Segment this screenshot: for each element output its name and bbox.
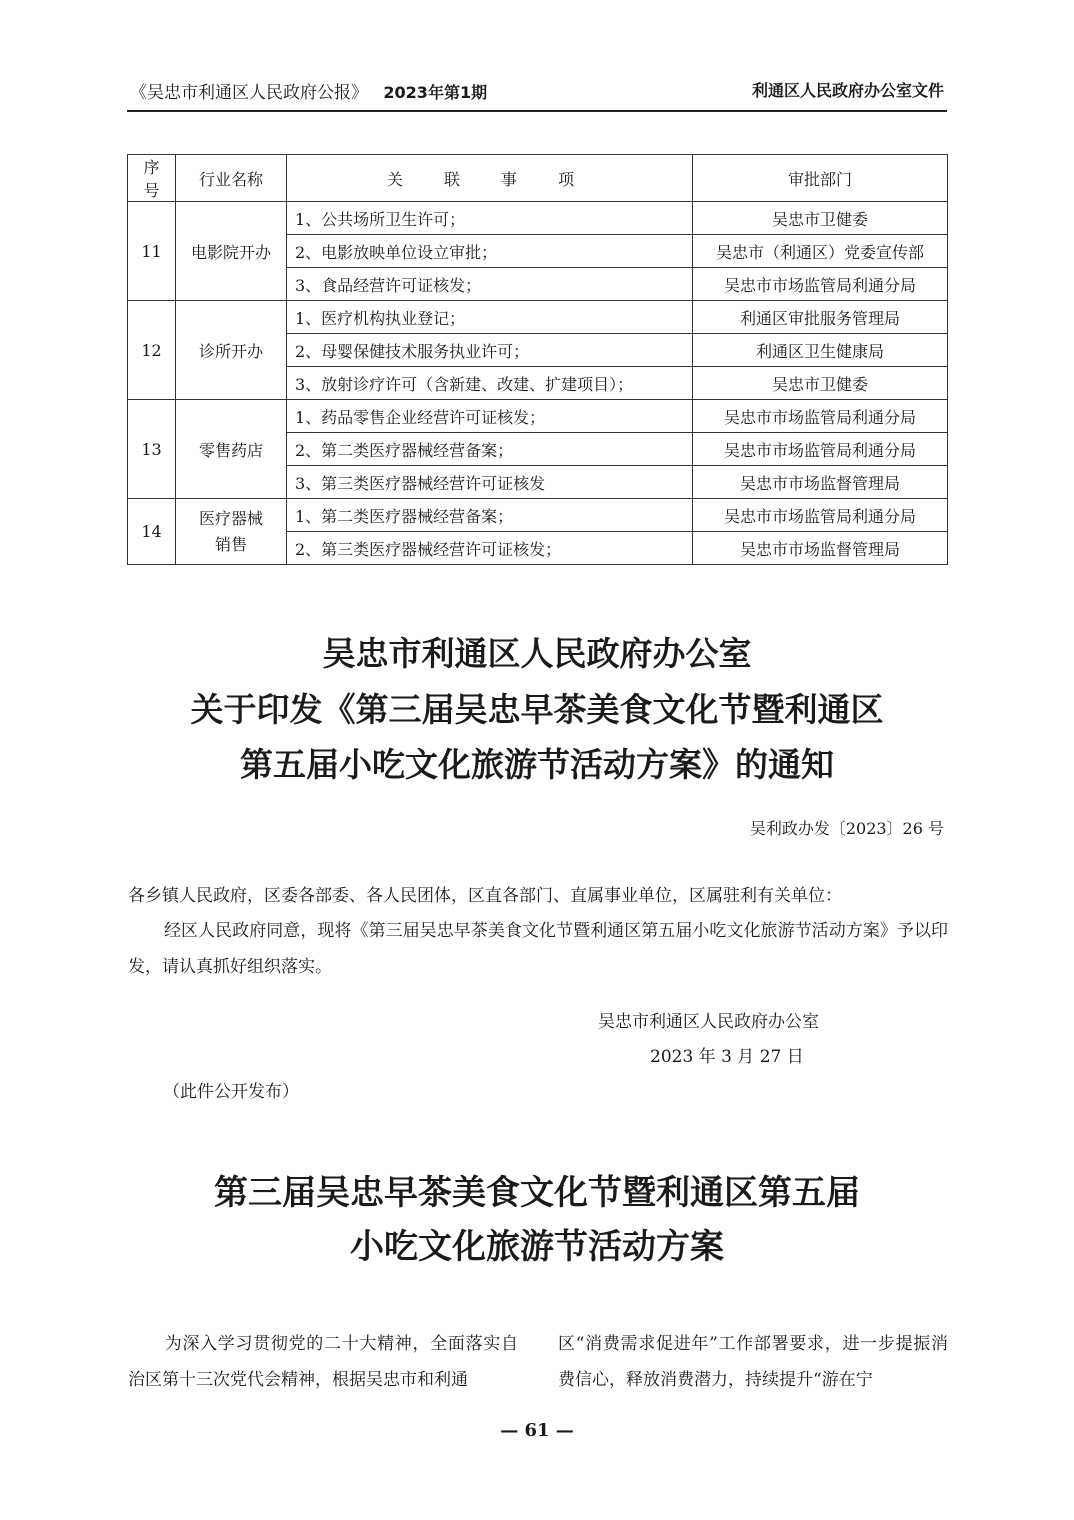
industry-name: 诊所开办 (176, 301, 287, 400)
plan-title-line2: 小吃文化旅游节活动方案 (350, 1227, 724, 1267)
item-cell: 3、放射诊疗许可（含新建、改建、扩建项目）； (287, 367, 693, 400)
section-label: 利通区人民政府办公室文件 (751, 81, 944, 100)
dept-cell: 吴忠市市场监管局利通分局 (693, 433, 948, 466)
journal-header (130, 78, 487, 103)
dept-cell: 吴忠市（利通区）党委宣传部 (693, 235, 948, 268)
item-cell: 1、公共场所卫生许可； (287, 202, 693, 235)
table-header-row (128, 155, 948, 202)
col-header-industry: 行业名称 (176, 155, 287, 202)
approval-table (127, 154, 948, 565)
dept-cell: 利通区卫生健康局 (693, 334, 948, 367)
item-cell: 1、第二类医疗器械经营备案； (287, 499, 693, 532)
industry-name: 零售药店 (176, 400, 287, 499)
item-cell: 1、医疗机构执业登记； (287, 301, 693, 334)
row-number: 14 (128, 499, 176, 565)
dept-cell: 利通区审批服务管理局 (693, 301, 948, 334)
header-divider (127, 110, 947, 112)
dept-cell: 吴忠市卫健委 (693, 202, 948, 235)
col-header-dept: 审批部门 (693, 155, 948, 202)
plan-column-right: 区“消费需求促进年”工作部署要求，进一步提振消费信心，释放消费潜力，持续提升“游在宁 (558, 1334, 948, 1390)
table-row (128, 301, 948, 334)
plan-column-left (128, 1326, 518, 1398)
industry-name: 电影院开办 (176, 202, 287, 301)
item-cell: 3、食品经营许可证核发； (287, 268, 693, 301)
dept-cell: 吴忠市市场监管局利通分局 (693, 400, 948, 433)
issue-label: 2023年第1期 (383, 83, 488, 102)
signature-date: 2023 年 3 月 27 日 (650, 1047, 804, 1067)
document-number: 吴利政办发〔2023〕26 号 (749, 819, 944, 838)
dept-cell: 吴忠市市场监管局利通分局 (693, 499, 948, 532)
notice-title-line3: 第五届小吃文化旅游节活动方案》的通知 (240, 745, 834, 784)
item-cell: 2、母婴保健技术服务执业许可； (287, 334, 693, 367)
table-row (128, 499, 948, 532)
notice-title-line1: 吴忠市利通区人民政府办公室 (322, 634, 752, 673)
col-header-items: 关 联 事 项 (287, 155, 693, 202)
item-cell: 1、药品零售企业经营许可证核发； (287, 400, 693, 433)
col-header-no: 序号 (128, 155, 176, 202)
industry-name-line1: 医疗器械 (198, 508, 263, 528)
industry-name (176, 499, 287, 565)
addressee: 各乡镇人民政府，区委各部委、各人民团体，区直各部门、直属事业单位，区属驻利有关单位： (128, 886, 842, 906)
dept-cell: 吴忠市市场监督管理局 (693, 532, 948, 565)
row-number: 12 (128, 301, 176, 400)
plan-text-left: 为深入学习贯彻党的二十大精神，全面落实自治区第十三次党代会精神，根据吴忠市和利通 (128, 1334, 518, 1390)
item-cell: 2、电影放映单位设立审批； (287, 235, 693, 268)
table-row (128, 202, 948, 235)
row-number: 13 (128, 400, 176, 499)
item-cell: 2、第三类医疗器械经营许可证核发； (287, 532, 693, 565)
row-number: 11 (128, 202, 176, 301)
publication-note: （此件公开发布） (163, 1082, 299, 1102)
item-cell: 2、第二类医疗器械经营备案； (287, 433, 693, 466)
item-cell: 3、第三类医疗器械经营许可证核发 (287, 466, 693, 499)
dept-cell: 吴忠市市场监管局利通分局 (693, 268, 948, 301)
page-number: — 61 — (500, 1420, 574, 1441)
industry-name-line2: 销售 (214, 534, 247, 554)
table-row (128, 400, 948, 433)
journal-name: 《吴忠市利通区人民政府公报》 (130, 83, 368, 103)
notice-body: 经区人民政府同意，现将《第三届吴忠早茶美食文化节暨利通区第五届小吃文化旅游节活动方案》予以印发，请认真抓好组织落实。 (128, 921, 948, 977)
notice-title-line2: 关于印发《第三届吴忠早茶美食文化节暨利通区 (190, 690, 884, 729)
plan-title-line1: 第三届吴忠早茶美食文化节暨利通区第五届 (214, 1173, 860, 1213)
dept-cell: 吴忠市卫健委 (693, 367, 948, 400)
signature-office: 吴忠市利通区人民政府办公室 (598, 1012, 819, 1032)
dept-cell: 吴忠市市场监督管理局 (693, 466, 948, 499)
